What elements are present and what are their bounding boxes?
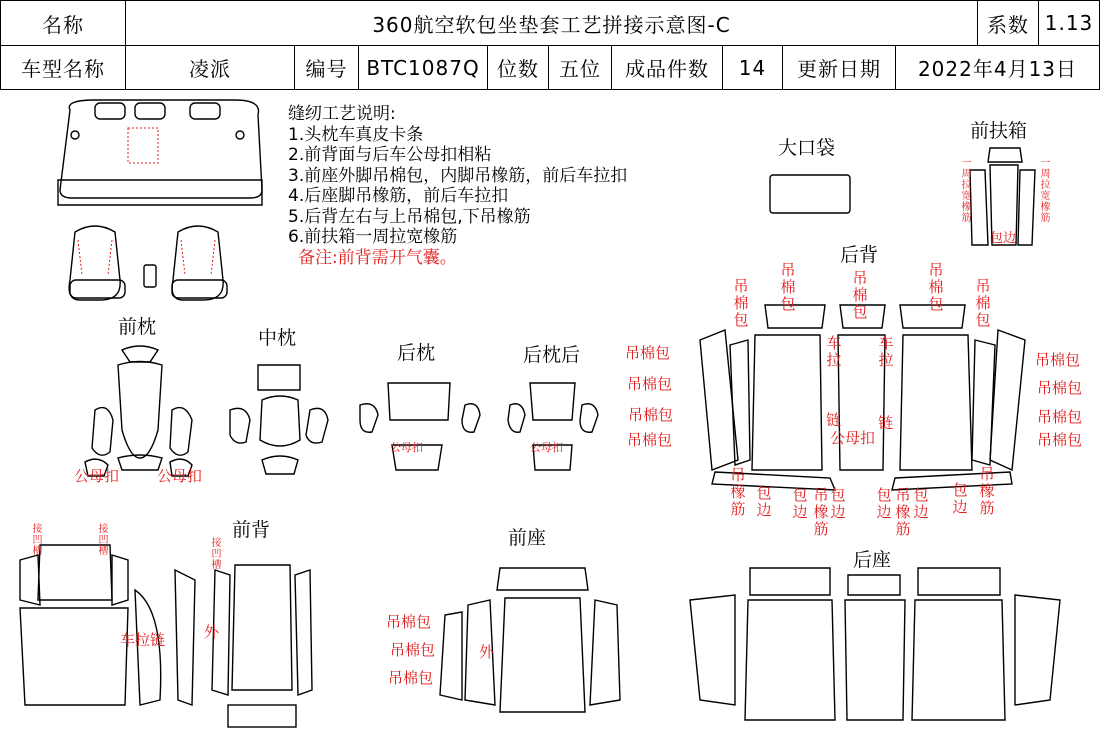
rear-back-pieces	[700, 305, 1025, 490]
annotation-outer: 外	[204, 623, 220, 641]
annotation-cotton-bag: 吊棉包	[733, 277, 749, 329]
label-front-armrest: 前扶箱	[970, 120, 1028, 142]
note-item: 5.后背左右与上吊棉包,下吊橡筋	[288, 206, 531, 227]
annotation-chain: 链	[878, 414, 894, 432]
annotation-cotton-bag: 吊棉包	[1037, 408, 1083, 426]
label-rear-seat: 后座	[853, 549, 892, 571]
note-item: 4.后座脚吊橡筋，前后车拉扣	[288, 186, 509, 206]
annotation-cotton-bag: 吊棉包	[390, 641, 436, 659]
note-item: 1.头枕车真皮卡条	[288, 124, 424, 145]
annotation-cotton-bag: 吊棉包	[388, 669, 434, 687]
rear-bench-overview	[58, 100, 262, 205]
annotation-cotton-bag: 吊棉包	[1037, 379, 1083, 397]
annotation-snap: 公母扣	[74, 467, 120, 485]
annotation-chain: 链	[826, 411, 842, 429]
label-big-pocket: 大口袋	[778, 137, 836, 159]
annotation-cotton-bag: 吊棉包	[1037, 431, 1083, 449]
front-back-pieces	[20, 545, 312, 727]
annotation-loop-elastic: 一周拉宽橡筋	[961, 158, 972, 224]
model-value: 凌派	[125, 45, 295, 90]
note-item: 6.前扶箱一周拉宽橡筋	[288, 227, 458, 247]
annotation-car-zipper: 车拉链	[120, 631, 166, 649]
rear-headrest-pieces	[360, 383, 480, 470]
coef-value: 1.13	[1038, 0, 1100, 46]
annotation-edging: 包边	[913, 486, 929, 521]
front-seats-overview	[69, 226, 227, 300]
annotation-car-pull: 车拉	[878, 334, 894, 369]
annotation-edging: 包边	[792, 486, 808, 521]
annotation-hang-elastic: 吊橡筋	[813, 486, 829, 538]
date-value: 2022年4月13日	[895, 45, 1100, 90]
annotation-cotton-bag: 吊棉包	[780, 261, 796, 313]
big-pocket-piece	[770, 175, 850, 213]
sewing-notes	[288, 104, 627, 268]
front-headrest-pieces	[85, 346, 192, 476]
annotation-outer: 外	[479, 643, 495, 661]
annotation-snap: 公母扣	[830, 429, 876, 447]
drawing-title: 360航空软包坐垫套工艺拼接示意图-C	[125, 0, 978, 46]
code-value: BTC1087Q	[358, 45, 488, 90]
annotation-cotton-bag: 吊棉包	[627, 375, 673, 393]
annotation-hang-elastic: 吊橡筋	[979, 465, 995, 517]
annotation-cotton-bag: 吊棉包	[625, 344, 671, 362]
code-label: 编号	[294, 45, 359, 90]
rear-seat-pieces	[690, 568, 1060, 720]
annotation-cotton-bag: 吊棉包	[975, 277, 991, 329]
label-front-back: 前背	[232, 519, 271, 541]
annotation-hang-elastic: 吊橡筋	[895, 486, 911, 538]
rear-headrest-back-pieces	[508, 383, 598, 470]
annotation-concave: 接凹槽	[32, 524, 43, 557]
label-front-headrest: 前枕	[118, 316, 157, 338]
annotation-edging: 包边	[952, 481, 968, 516]
annotation-cotton-bag: 吊棉包	[386, 613, 432, 631]
annotation-edging: 包边	[830, 486, 846, 521]
annotation-edging: 包边	[990, 231, 1017, 246]
header-table	[0, 0, 1100, 90]
label-rear-back: 后背	[840, 244, 879, 266]
annotation-car-pull: 车拉	[826, 334, 842, 369]
annotation-concave: 接凹槽	[98, 524, 109, 557]
annotation-cotton-bag: 吊棉包	[627, 431, 673, 449]
label-rear-headrest-back: 后枕后	[523, 344, 581, 366]
name-label: 名称	[0, 0, 126, 46]
annotation-cotton-bag: 吊棉包	[852, 269, 868, 321]
model-label: 车型名称	[0, 45, 126, 90]
annotation-snap: 公母扣	[157, 467, 203, 485]
annotation-edging: 包边	[756, 484, 772, 519]
position-label: 位数	[487, 45, 549, 90]
notes-heading: 缝纫工艺说明:	[288, 104, 396, 124]
note-item: 2.前背面与后车公母扣相粘	[288, 145, 492, 165]
annotation-snap: 公母扣	[530, 441, 563, 454]
label-mid-headrest: 中枕	[258, 327, 297, 349]
annotation-cotton-bag: 吊棉包	[928, 261, 944, 313]
note-item: 3.前座外脚吊棉包，内脚吊橡筋，前后车拉扣	[288, 165, 628, 186]
label-front-seat: 前座	[508, 527, 547, 549]
remark: 备注:前背需开气囊。	[298, 247, 457, 268]
position-value: 五位	[548, 45, 612, 90]
annotation-concave: 接凹槽	[211, 538, 222, 571]
date-label: 更新日期	[782, 45, 896, 90]
annotation-loop-elastic: 一周拉宽橡筋	[1040, 158, 1051, 224]
annotation-cotton-bag: 吊棉包	[1035, 351, 1081, 369]
coef-label: 系数	[977, 0, 1039, 46]
pieces-value: 14	[722, 45, 783, 90]
mid-headrest-pieces	[230, 365, 328, 474]
front-seat-pieces	[440, 568, 620, 712]
annotation-edging: 包边	[876, 486, 892, 521]
label-rear-headrest: 后枕	[397, 342, 436, 364]
pieces-label: 成品件数	[611, 45, 723, 90]
annotation-hang-elastic: 吊橡筋	[730, 466, 746, 518]
annotation-cotton-bag: 吊棉包	[628, 406, 674, 424]
annotation-snap: 公母扣	[390, 441, 423, 454]
